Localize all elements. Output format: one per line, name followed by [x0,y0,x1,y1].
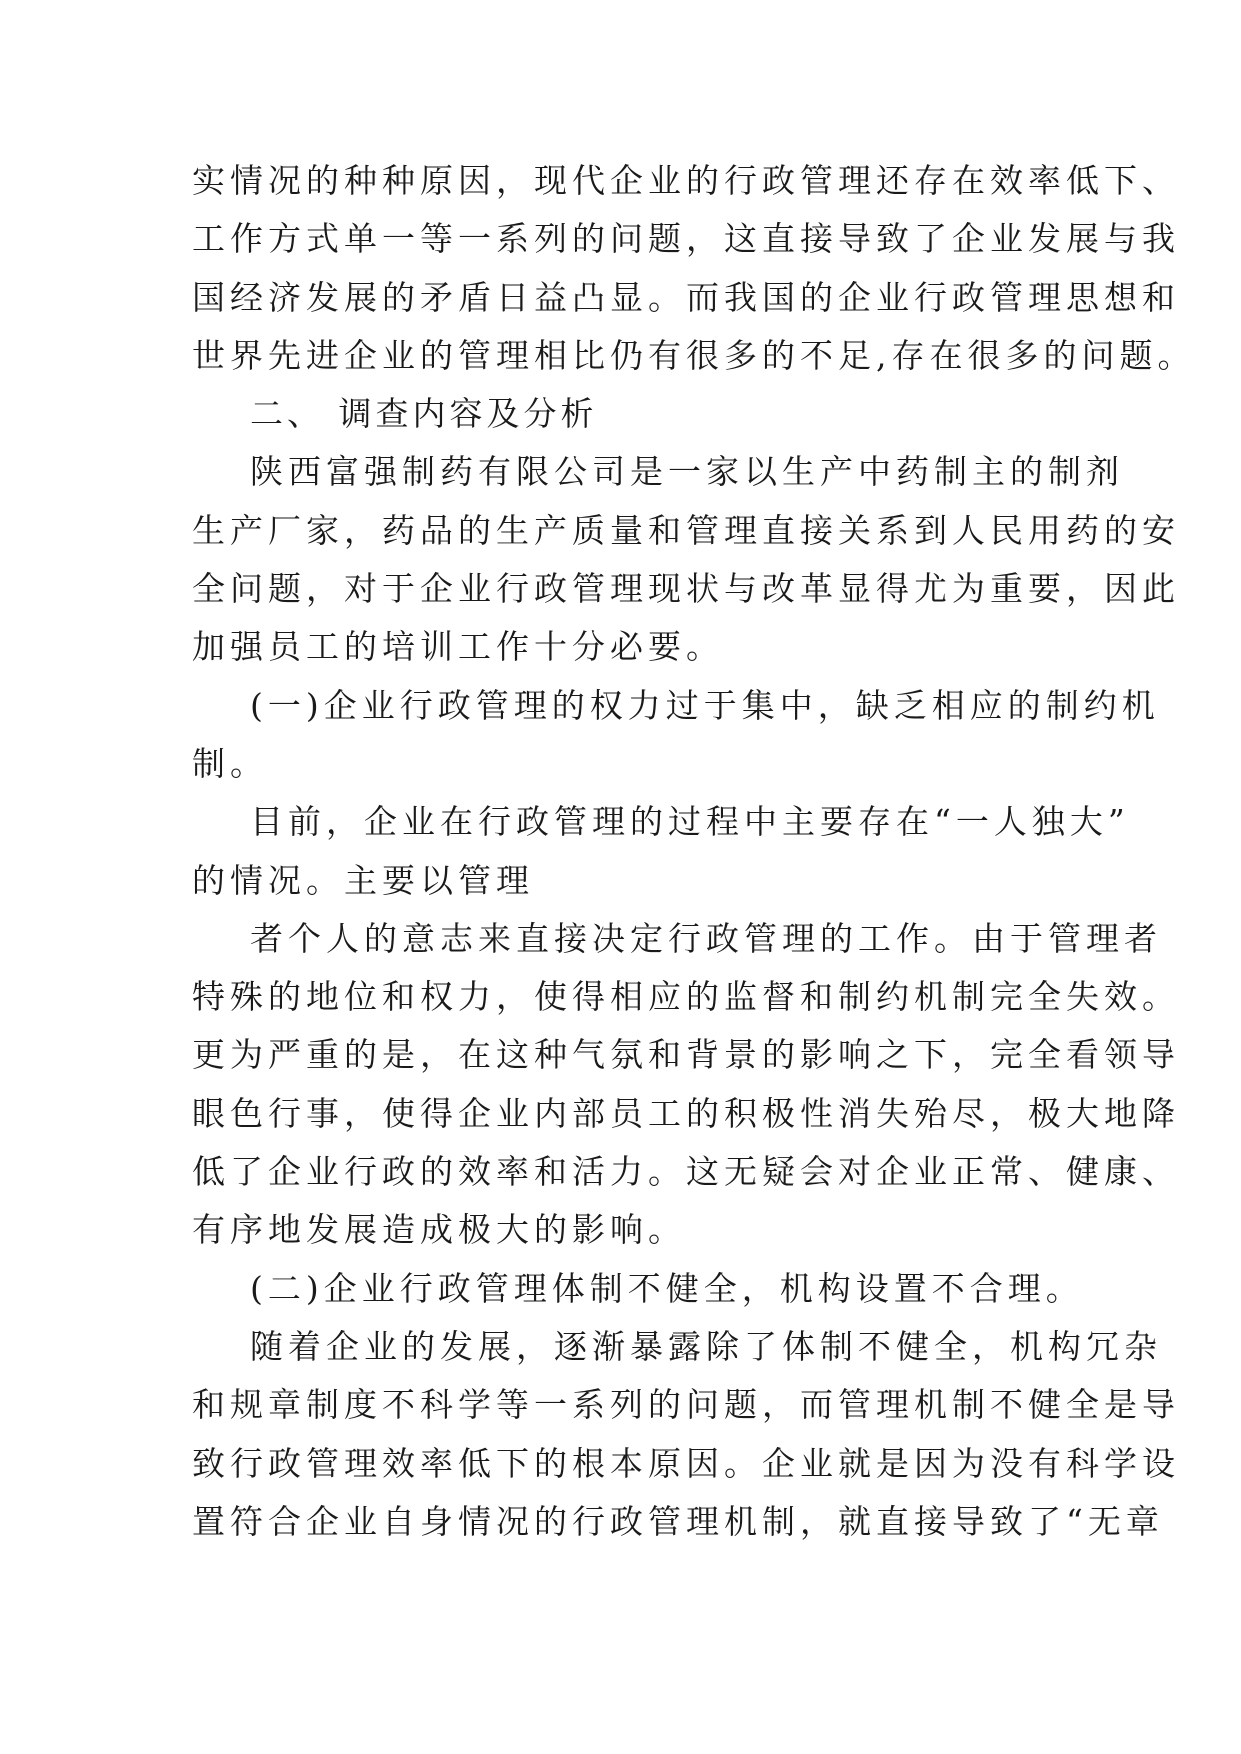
text-line: 生产厂家，药品的生产质量和管理直接关系到人民用药的安 [192,510,1180,550]
text-line: 加强员工的培训工作十分必要。 [192,627,724,667]
text-line: (一)企业行政管理的权力过于集中，缺乏相应的制约机 [250,685,1160,725]
text-line: 世界先进企业的管理相比仍有很多的不足,存在很多的问题。 [192,335,1196,375]
text-line: 置符合企业自身情况的行政管理机制，就直接导致了“无章 [192,1501,1164,1541]
document-body [192,152,1196,1551]
text-line: 的情况。主要以管理 [192,860,534,900]
text-line: 工作方式单一等一系列的问题，这直接导致了企业发展与我 [192,219,1180,259]
text-line: 二、 调查内容及分析 [250,394,598,434]
text-line: 更为严重的是，在这种气氛和背景的影响之下，完全看领导 [192,1035,1180,1075]
text-line: 眼色行事，使得企业内部员工的积极性消失殆尽，极大地降 [192,1093,1180,1133]
text-line: 低了企业行政的效率和活力。这无疑会对企业正常、健康、 [192,1152,1180,1192]
text-line: (二)企业行政管理体制不健全，机构设置不合理。 [250,1268,1084,1308]
text-line: 致行政管理效率低下的根本原因。企业就是因为没有科学设 [192,1443,1180,1483]
text-line: 者个人的意志来直接决定行政管理的工作。由于管理者 [250,918,1162,958]
text-line: 国经济发展的矛盾日益凸显。而我国的企业行政管理思想和 [192,277,1180,317]
text-line: 有序地发展造成极大的影响。 [192,1210,686,1250]
text-line: 陕西富强制药有限公司是一家以生产中药制主的制剂 [250,452,1124,492]
text-line: 和规章制度不科学等一系列的问题，而管理机制不健全是导 [192,1385,1180,1425]
text-line: 随着企业的发展，逐渐暴露除了体制不健全，机构冗杂 [250,1326,1162,1366]
text-line: 实情况的种种原因，现代企业的行政管理还存在效率低下、 [192,161,1180,200]
text-line: 目前，企业在行政管理的过程中主要存在“一人独大” [250,802,1130,842]
text-line: 制。 [192,743,268,783]
text-line: 全问题，对于企业行政管理现状与改革显得尤为重要，因此 [192,569,1180,609]
text-line: 特殊的地位和权力，使得相应的监督和制约机制完全失效。 [192,977,1180,1017]
